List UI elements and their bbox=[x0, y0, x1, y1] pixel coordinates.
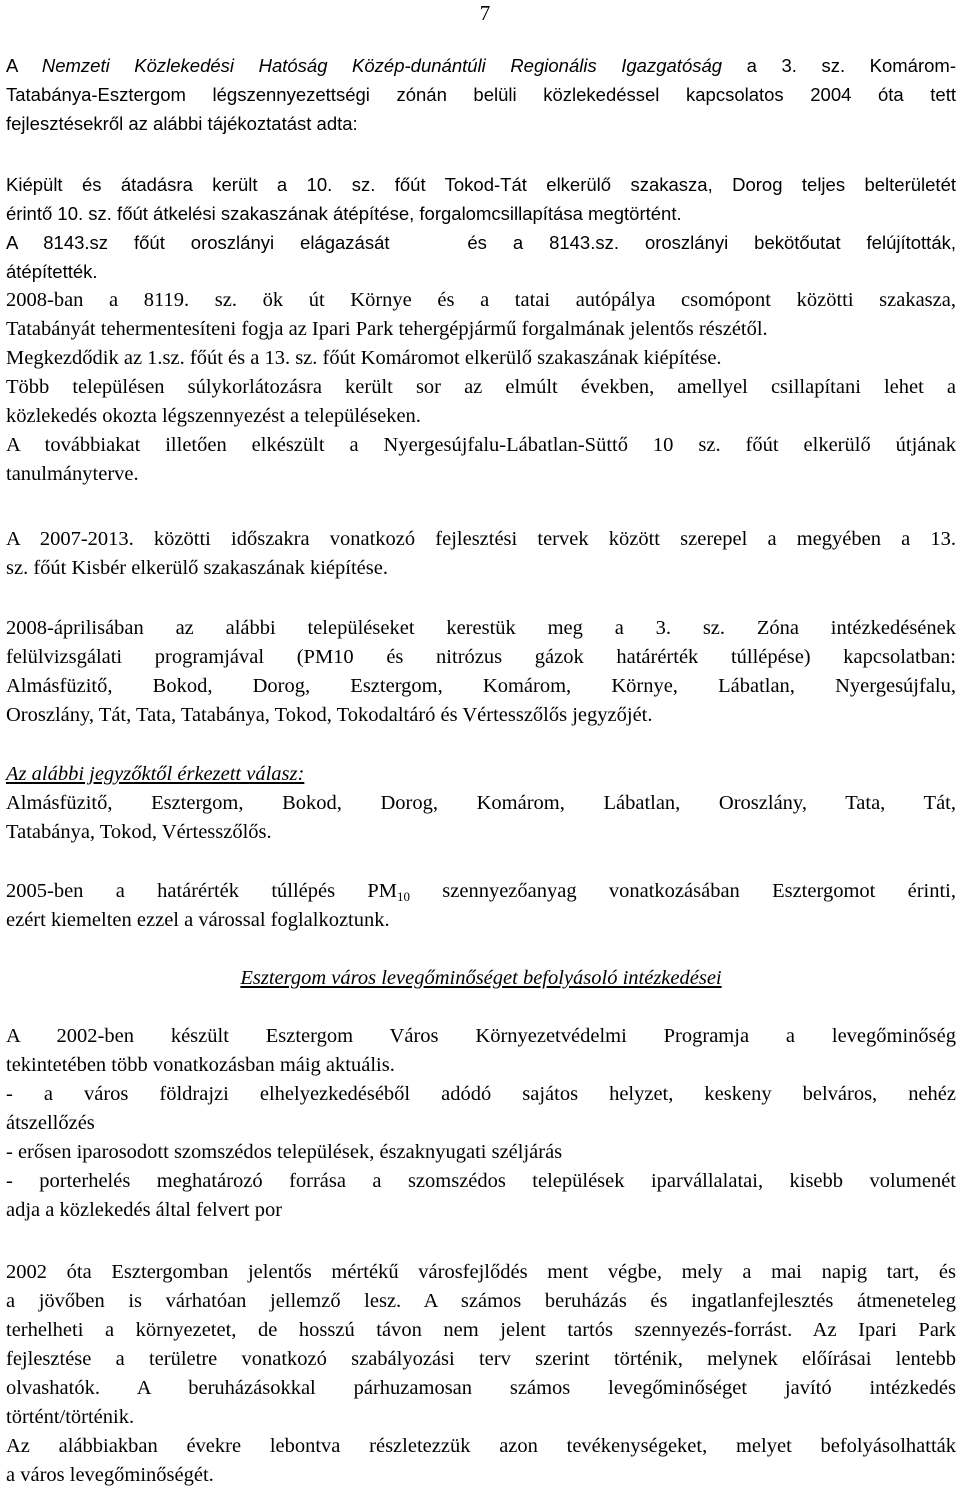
intro-prefix: A bbox=[6, 55, 42, 76]
since-line: terhelheti a környezetet, de hosszú távon nem jelent tartós szennyezés-forrást. Az Ipari Park bbox=[6, 1319, 956, 1341]
replies-heading-line bbox=[6, 760, 956, 789]
dev-line: A továbbiakat illetően elkészült a Nyergesújfalu-Lábatlan-Süttő 10 sz. főút elkerülő útjának bbox=[6, 434, 956, 456]
since-line: a város levegőminőségét. bbox=[6, 1464, 214, 1486]
program-line: tekintetében több vonatkozásban máig aktuális. bbox=[6, 1054, 395, 1076]
developments-paragraph bbox=[6, 170, 956, 489]
exceed-text-b: szennyezőanyag vonatkozásában Esztergomot érinti, bbox=[410, 880, 956, 902]
since-line: a jövőben is várhatóan jellemző lesz. A számos beruházás és ingatlanfejlesztés átmeneteleg bbox=[6, 1290, 956, 1312]
program-line: - porterhelés meghatározó forrása a szomszédos települések iparvállalatai, kisebb volumenét bbox=[6, 1170, 956, 1192]
dev-line: Tatabányát tehermentesíteni fogja az Ipari Park tehergépjármű forgalmának jelentős részétől. bbox=[6, 318, 768, 340]
since-line: fejlesztése a területre vonatkozó szabályozási terv szerint történik, melynek előírásai lentebb bbox=[6, 1348, 956, 1370]
dev-line: A 8143.sz főút oroszlányi elágazását és a 8143.sz. oroszlányi bekötőutat felújították, bbox=[6, 232, 956, 253]
dev-line: Több településen súlykorlátozásra került sor az elmúlt években, amellyel csillapítani lehet a bbox=[6, 376, 956, 398]
dev-line: átépítették. bbox=[6, 261, 98, 282]
intro-line-3: fejlesztésekről az alábbi tájékoztatást adta: bbox=[6, 113, 358, 134]
exceed-text-a: 2005-ben a határérték túllépés PM bbox=[6, 880, 397, 902]
program-line: átszellőzés bbox=[6, 1112, 95, 1134]
intro-paragraph bbox=[6, 51, 956, 138]
section-title-block bbox=[6, 964, 956, 993]
visited-paragraph bbox=[6, 614, 956, 730]
replies-heading: Az alábbi jegyzőktől érkezett válasz: bbox=[6, 763, 305, 785]
plan-paragraph bbox=[6, 525, 956, 583]
exceed-line-1 bbox=[6, 877, 956, 906]
dev-line: Kiépült és átadásra került a 10. sz. főút Tokod-Tát elkerülő szakasza, Dorog teljes belterületét bbox=[6, 174, 956, 195]
program-line: adja a közlekedés által felvert por bbox=[6, 1199, 283, 1221]
dev-line: érintő 10. sz. főút átkelési szakaszának átépítése, forgalomcsillapítása megtörtént. bbox=[6, 203, 682, 224]
replies-line: Almásfüzitő, Esztergom, Bokod, Dorog, Komárom, Lábatlan, Oroszlány, Tata, Tát, bbox=[6, 792, 956, 814]
page-number: 7 bbox=[479, 1, 491, 25]
authority-name: Nemzeti Közlekedési Hatóság Közép-dunántúli Regionális Igazgatóság bbox=[41, 55, 723, 76]
replies-line: Tatabánya, Tokod, Vértesszőlős. bbox=[6, 821, 272, 843]
program-line: - erősen iparosodott szomszédos települések, északnyugati széljárás bbox=[6, 1141, 563, 1163]
program-line: A 2002-ben készült Esztergom Város Környezetvédelmi Programja a levegőminőség bbox=[6, 1025, 956, 1047]
intro-line-2: Tatabánya-Esztergom légszennyezettségi zónán belüli közlekedéssel kapcsolatos 2004 óta tett bbox=[6, 84, 956, 105]
since-line: 2002 óta Esztergomban jelentős mértékű városfejlődés ment végbe, mely a mai napig tart, és bbox=[6, 1261, 956, 1283]
pm-subscript: 10 bbox=[397, 889, 410, 904]
dev-line: 2008-ban a 8119. sz. ök út Környe és a tatai autópálya csomópont közötti szakasza, bbox=[6, 289, 956, 311]
dev-line: tanulmányterve. bbox=[6, 463, 139, 485]
plan-line: sz. főút Kisbér elkerülő szakaszának kiépítése. bbox=[6, 557, 388, 579]
section-title: Esztergom város levegőminőséget befolyásoló intézkedései bbox=[240, 967, 722, 989]
since-line: Az alábbiakban évekre lebontva részletezzük azon tevékenységeket, melyet befolyásolhatták bbox=[6, 1435, 956, 1457]
exceed-paragraph bbox=[6, 877, 956, 935]
program-line: - a város földrajzi elhelyezkedéséből adódó sajátos helyzet, keskeny belváros, nehéz bbox=[6, 1083, 956, 1105]
visited-line: Almásfüzitő, Bokod, Dorog, Esztergom, Komárom, Környe, Lábatlan, Nyergesújfalu, bbox=[6, 675, 956, 697]
intro-line-1 bbox=[6, 51, 956, 80]
visited-line: 2008-áprilisában az alábbi településeket kerestük meg a 3. sz. Zóna intézkedésének bbox=[6, 617, 956, 639]
visited-line: felülvizsgálati programjával (PM10 és nitrózus gázok határérték túllépése) kapcsolatban: bbox=[6, 646, 956, 668]
visited-line: Oroszlány, Tát, Tata, Tatabánya, Tokod, Tokodaltáró és Vértesszőlős jegyzőjét. bbox=[6, 704, 653, 726]
program-paragraph bbox=[6, 1022, 956, 1225]
dev-line: Megkezdődik az 1.sz. főút és a 13. sz. főút Komáromot elkerülő szakaszának kiépítése. bbox=[6, 347, 722, 369]
plan-line: A 2007-2013. közötti időszakra vonatkozó fejlesztési tervek között szerepel a megyében a 13. bbox=[6, 528, 956, 550]
intro-suffix: a 3. sz. Komárom- bbox=[722, 55, 956, 76]
dev-line: közlekedés okozta légszennyezést a településeken. bbox=[6, 405, 421, 427]
since-line: történt/történik. bbox=[6, 1406, 135, 1428]
since-2002-paragraph bbox=[6, 1258, 956, 1490]
replies-paragraph bbox=[6, 760, 956, 847]
since-line: olvashatók. A beruházásokkal párhuzamosan számos levegőminőséget javító intézkedés bbox=[6, 1377, 956, 1399]
exceed-line-2: ezért kiemelten ezzel a várossal foglalkoztunk. bbox=[6, 909, 390, 931]
